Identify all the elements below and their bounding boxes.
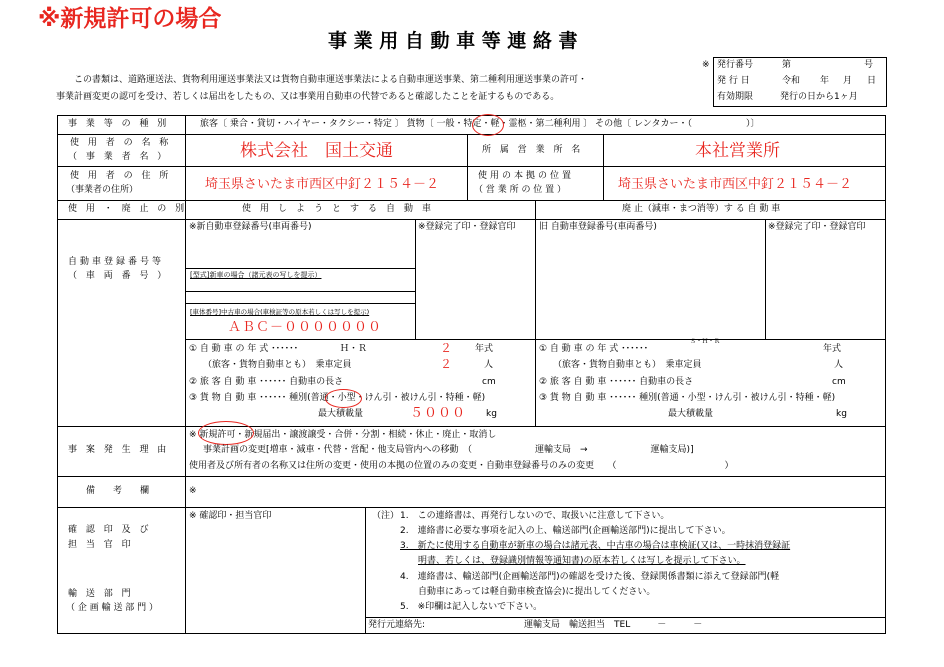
user-name-value: 株式会社 国土交通 [240, 141, 393, 161]
new-capacity-unit: 人 [484, 360, 494, 370]
circle-mark-general [472, 114, 504, 136]
business-type-value: 旅客〔 乗合・貸切・ハイヤー・タクシー・特定 〕 貨物〔 一般・特定・軽・霊柩・第二種利用 〕 その他〔 レンタカー・（ ）〕 [200, 119, 760, 129]
registration-label: 自動車登録番号等 [68, 257, 165, 267]
confirm-label-4: （ 企 画 輸 送 部 門 ） [66, 603, 159, 613]
chassis-note: [車体番号]中古車の場合(車検証等の原本若しくは写しを提示) [190, 308, 370, 316]
confirm-label-1: 確 認 印 及 び [68, 525, 152, 535]
note-5: 5. ※印欄は記入しないで下さい。 [400, 602, 543, 612]
use-header: 使 用 し よ う と す る 自 動 車 [242, 204, 432, 214]
validity-value: 発行の日から1ヶ月 [780, 92, 858, 102]
new-length-unit: cm [482, 377, 496, 387]
user-address-label: 使 用 者 の 住 所 [70, 171, 172, 181]
document-title: 事 業 用 自 動 車 等 連 絡 書 [328, 30, 578, 52]
new-year-value: ２ [440, 341, 453, 355]
old-year-unit: 年式 [823, 344, 842, 354]
old-load-unit: kg [836, 409, 847, 419]
old-type-line: ③ 貨 物 自 動 車 ･･････ 種別(普通・小型・けん引・被けん引・特種・軽) [539, 393, 836, 403]
circle-mark-new-permit [198, 421, 254, 445]
new-done-stamp-label: ※登録完了印・登録官印 [418, 222, 516, 232]
intro-line-1: この書類は、道路運送法、貨物利用運送事業法又は貨物自動車運送事業法による自動車運送事業、第二種利用運送事業の許可・ [74, 75, 588, 85]
chassis-value: ＡＢＣ－０００００００ [228, 320, 383, 335]
remarks-label: 備 考 欄 [86, 486, 150, 496]
old-done-stamp-label: ※登録完了印・登録官印 [768, 222, 866, 232]
old-year-era: Ｓ・Ｈ・Ｒ [690, 338, 721, 345]
issue-date-year: 年 [820, 76, 830, 86]
issue-number-suffix: 号 [864, 60, 874, 70]
new-registration-label: ※新自動車登録番号(車両番号) [189, 222, 312, 232]
base-label: 使用の本拠の位置 [478, 171, 575, 181]
old-length-unit: cm [832, 377, 846, 387]
case-label: ※新規許可の場合 [38, 6, 222, 32]
confirm-label-2: 担 当 官 印 [68, 540, 134, 550]
registration-sublabel: （ 車 両 番 号 ） [68, 271, 170, 281]
old-length-line: ② 旅 客 自 動 車 ･･････ 自動車の長さ [539, 377, 694, 387]
user-address-sublabel: （事業者の住所） [66, 185, 139, 195]
user-name-sublabel: （ 事 業 者 名 ） [68, 152, 170, 162]
note-1: 1. この連絡書は、再発行しないので、取扱いに注意して下さい。 [400, 511, 670, 521]
issue-date-era: 令和 [782, 76, 801, 86]
reason-line-2: 事業計画の変更[増車・減車・代替・営配・他支局管内への移動 （ 運輸支局 → 運輸支局)] [203, 445, 694, 455]
new-capacity-line: （旅客・貨物自動車とも） 乗車定員 [203, 360, 352, 370]
base-value: 埼玉県さいたま市西区中釘２１５４－２ [618, 177, 853, 192]
remarks-mark: ※ [189, 486, 197, 496]
circle-mark-normal [325, 389, 362, 408]
note-3b: 明書、若しくは、登録識別情報等通知書)の原本若しくは写しを提示して下さい。 [418, 556, 746, 566]
intro-line-2: 事業計画変更の認可を受け、若しくは届出をしたもの、又は事業用自動車の代替であると確認したことを証するものである。 [56, 92, 560, 102]
stamp-label: ※ 確認印・担当官印 [189, 511, 272, 521]
old-year-line: ① 自 動 車 の 年 式 ･･････ [539, 344, 649, 354]
office-value: 本社営業所 [695, 141, 780, 161]
old-capacity-line: （旅客・貨物自動車とも） 乗車定員 [553, 360, 702, 370]
issue-date-month: 月 [843, 76, 853, 86]
issue-number-prefix: 第 [782, 60, 792, 70]
reason-line-1: ※ 新規許可・新規届出・譲渡譲受・合併・分割・相続・休止・廃止・取消し [189, 430, 497, 440]
notes-head: （注） [372, 511, 400, 521]
note-4b: 自動車にあっては軽自動車検査協会)に提出してください。 [418, 587, 656, 597]
business-type-label: 事 業 等 の 種 別 [68, 119, 170, 129]
reason-line-3: 使用者及び所有者の名称又は住所の変更・使用の本拠の位置のみの変更・自動車登録番号のみの変更 （ ） [189, 461, 734, 471]
retire-header: 廃 止（減車・まつ消等）す る 自 動 車 [622, 204, 781, 214]
old-load-label: 最大積載量 [668, 409, 714, 419]
validity-label: 有効期限 [717, 92, 754, 102]
base-sublabel: （ 営 業 所 の 位 置 ） [474, 185, 567, 195]
old-capacity-unit: 人 [834, 360, 844, 370]
model-note: [型式]新車の場合（諸元表の写しを提示） [190, 271, 322, 279]
new-capacity-value: ２ [440, 357, 453, 371]
note-3a: 3. 新たに使用する自動車が新車の場合は諸元表、中古車の場合は車検証(又は、一時抹消登録証 [400, 541, 791, 551]
issue-number-label: 発行番号 [717, 60, 754, 70]
office-label: 所 属 営 業 所 名 [482, 145, 584, 155]
new-load-value: ５０００ [410, 406, 467, 421]
note-4a: 4. 連絡書は、輸送部門(企画輸送部門)の確認を受けた後、登録関係書類に添えて登録部門(軽 [400, 572, 780, 582]
user-name-label: 使 用 者 の 名 称 [70, 138, 172, 148]
new-year-unit: 年式 [475, 344, 494, 354]
issue-date-day: 日 [867, 76, 877, 86]
confirm-label-3: 輸 送 部 門 [68, 589, 134, 599]
user-address-value: 埼玉県さいたま市西区中釘２１５４－２ [205, 177, 440, 192]
issue-mark: ※ [702, 60, 710, 70]
old-registration-label: 旧 自動車登録番号(車両番号) [539, 222, 657, 232]
new-type-line: ③ 貨 物 自 動 車 ･･････ 種別(普通・小型・けん引・被けん引・特種・軽) [189, 393, 486, 403]
new-load-unit: kg [486, 409, 497, 419]
usage-label: 使 用 ・ 廃 止 の 別 [68, 204, 188, 214]
contact-line: 発行元連絡先: 運輸支局 輸送担当 TEL － － [368, 620, 703, 630]
new-length-line: ② 旅 客 自 動 車 ･･････ 自動車の長さ [189, 377, 344, 387]
new-year-era: Ｈ・Ｒ [340, 344, 368, 354]
note-2: 2. 連絡書に必要な事項を記入の上、輸送部門(企画輸送部門)に提出して下さい。 [400, 526, 731, 536]
new-load-label: 最大積載量 [318, 409, 364, 419]
issue-date-label: 発 行 日 [717, 76, 750, 86]
reason-label: 事 案 発 生 理 由 [68, 445, 170, 455]
new-year-line: ① 自 動 車 の 年 式 ･･････ [189, 344, 299, 354]
